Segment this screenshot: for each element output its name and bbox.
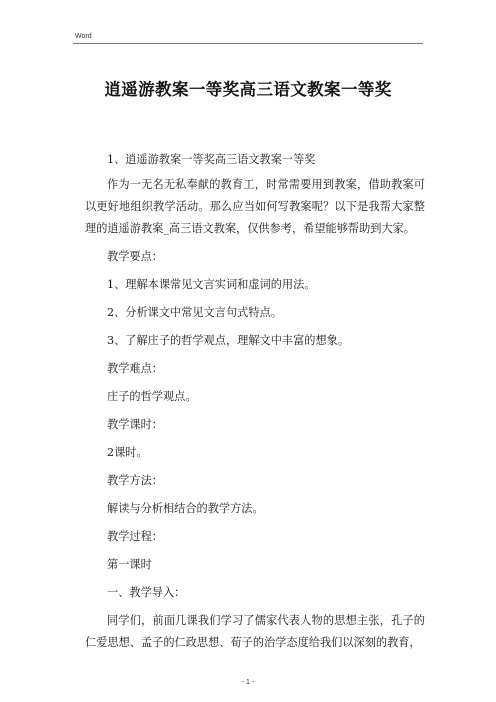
paragraph: 1、理解本课常见文言实词和虚词的用法。 [107, 278, 316, 291]
paragraph: 教学难点： [107, 362, 163, 375]
header-divider [73, 43, 423, 44]
document-body [85, 149, 425, 660]
document-title: 逍遥游教案一等奖高三语文教案一等奖 [104, 80, 392, 99]
paragraph: 2、分析课文中常见文言句式特点。 [107, 306, 282, 319]
section-heading: 1、逍遥游教案一等奖高三语文教案一等奖 [107, 153, 316, 166]
header-app-label: Word [75, 33, 92, 40]
paragraph: 一、教学导入： [107, 586, 186, 599]
paragraph: 解读与分析相结合的教学方法。 [107, 502, 264, 515]
paragraph: 3、了解庄子的哲学观点，理解文中丰富的想象。 [107, 334, 350, 347]
paragraph: 庄子的哲学观点。 [107, 390, 197, 403]
paragraph: 2课时。 [107, 446, 148, 459]
paragraph: 同学们，前面几课我们学习了儒家代表人物的思想主张，孔子的仁爱思想、孟子的仁政思想、荀子的治学态度给我们以深刻的教育， [85, 614, 425, 649]
paragraph: 作为一无名无私奉献的教育工，时常需要用到教案，借助教案可以更好地组织教学活动。那么应当如何写教案呢？以下是我帮大家整理的逍遥游教案_高三语文教案，仅供参考，希望能够帮助到大家。 [85, 178, 425, 235]
paragraph: 第一课时 [107, 558, 152, 571]
paragraph: 教学方法： [107, 474, 163, 487]
page-number: - 1 - [241, 679, 255, 686]
paragraph: 教学要点： [107, 250, 163, 263]
paragraph: 教学课时： [107, 418, 163, 431]
paragraph: 教学过程： [107, 530, 163, 543]
